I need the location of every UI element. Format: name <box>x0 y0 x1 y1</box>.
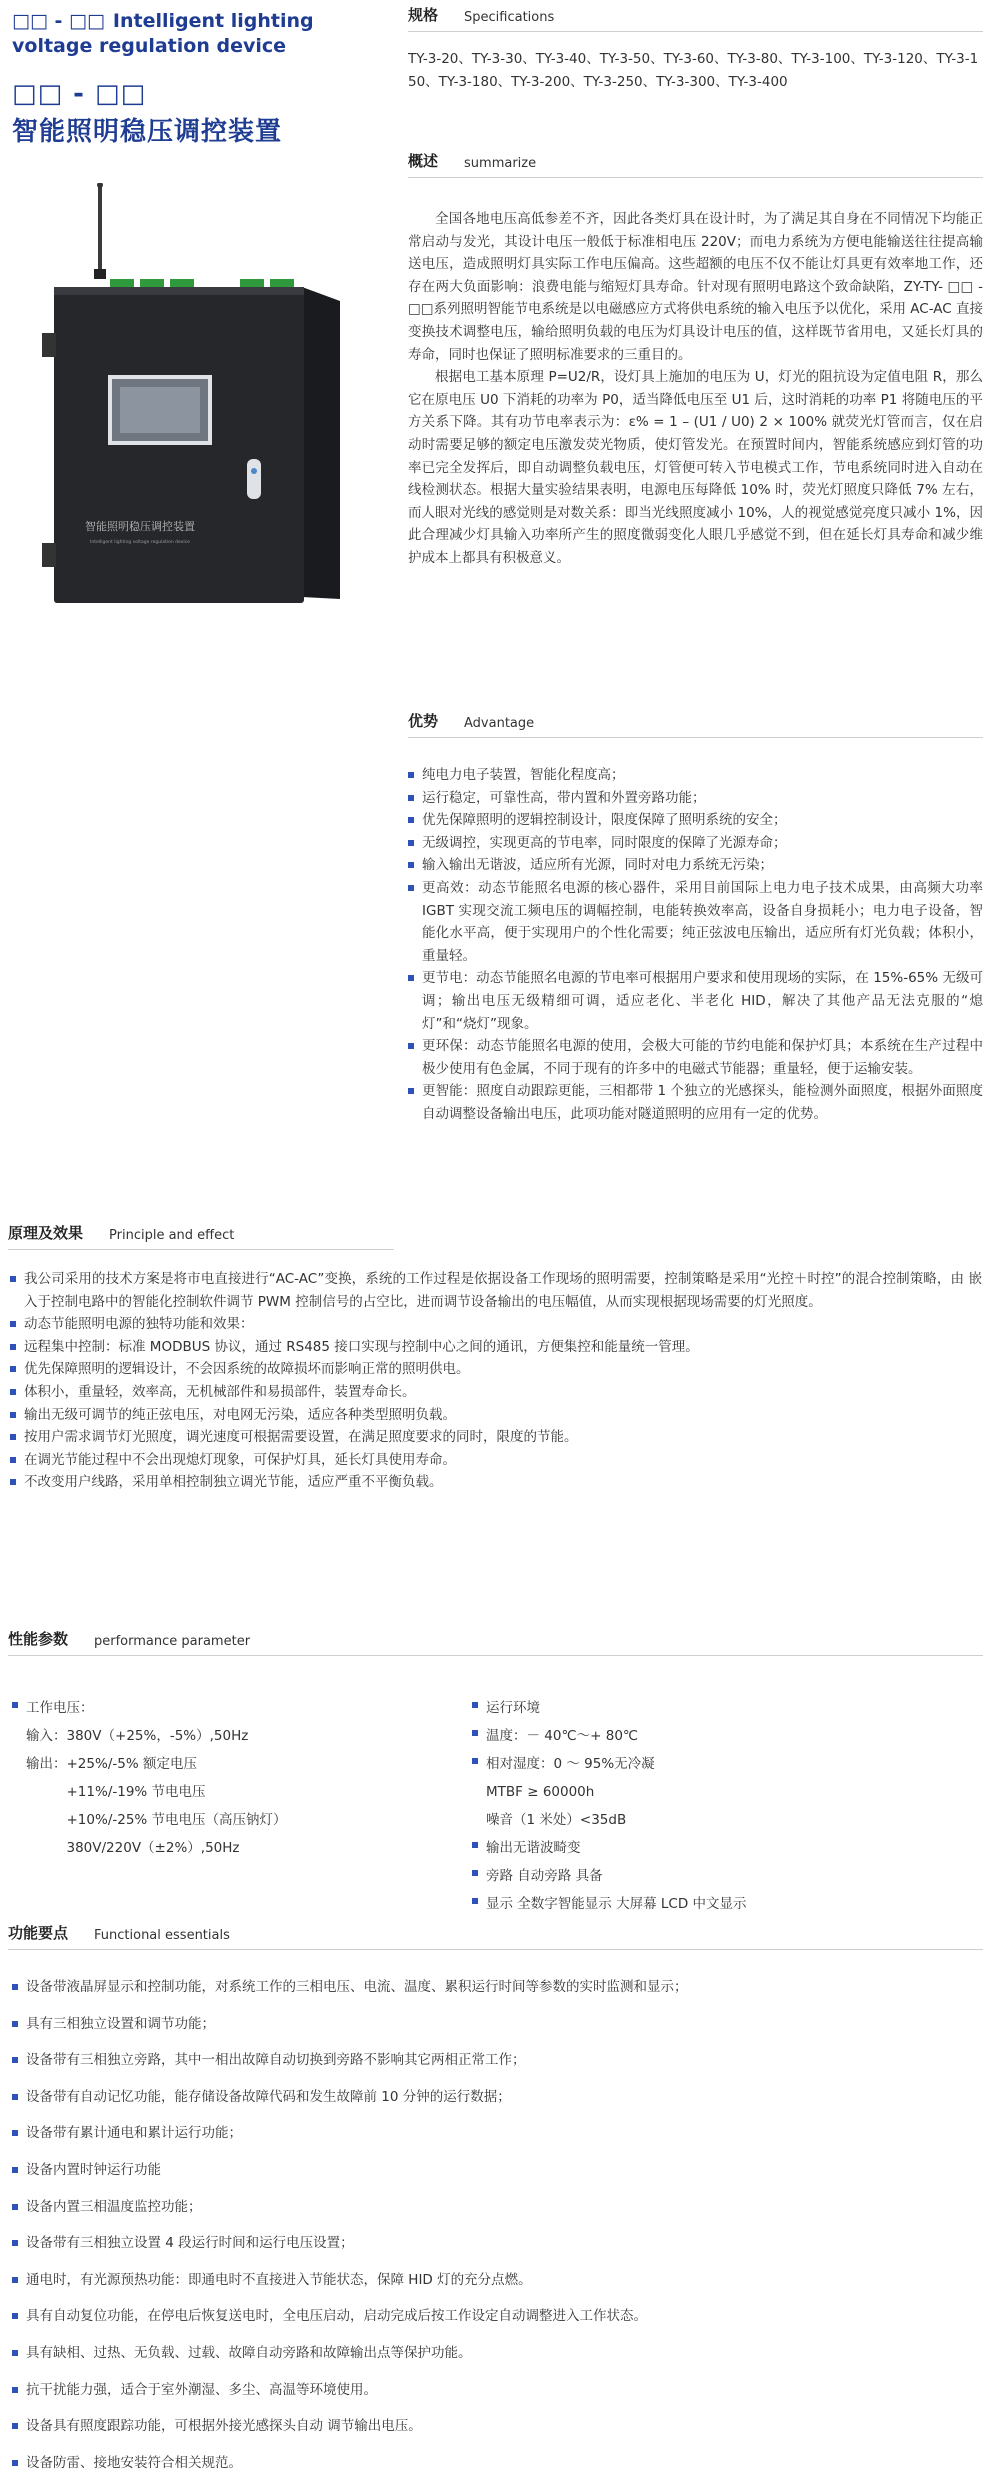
advantage-title-en: Advantage <box>464 716 535 731</box>
list-item: 纯电力电子装置，智能化程度高； <box>408 764 983 787</box>
list-item: 输入输出无谐波，适应所有光源，同时对电力系统无污染； <box>408 854 983 877</box>
performance-left <box>12 1694 452 1862</box>
list-item: 体积小，重量轻，效率高，无机械部件和易损部件，装置寿命长。 <box>10 1381 982 1404</box>
list-item: 动态节能照明电源的独特功能和效果： <box>10 1313 982 1336</box>
display: 显示 全数字智能显示 大屏幕 LCD 中文显示 <box>472 1890 982 1918</box>
lock-icon <box>247 459 261 499</box>
output-label: 输出： <box>26 1756 67 1772</box>
list-item: 具有自动复位功能，在停电后恢复送电时，全电压启动，启动完成后按工作设定自动调整进入工作状态。 <box>12 2305 982 2328</box>
list-item: 通电时，有光源预热功能：即通电时不直接进入节能状态，保障 HID 灯的充分点燃。 <box>12 2269 982 2292</box>
list-item: 更环保：动态节能照名电源的使用，会极大可能的节约电能和保护灯具；本系统在生产过程中极少使用有色金属，不同于现有的许多中的电磁式节能器；重量轻，便于运输安装。 <box>408 1035 983 1080</box>
summary-header <box>408 146 983 178</box>
device-illustration <box>40 183 380 603</box>
performance-title: 性能参数 <box>8 1630 69 1648</box>
principle-title-en: Principle and effect <box>109 1228 235 1243</box>
list-item: 更智能：照度自动跟踪更能，三相都带 1 个独立的光感探头，能检测外面照度，根据外面照度自动调整设备输出电压，此项功能对隧道照明的应用有一定的优势。 <box>408 1080 983 1125</box>
performance-right <box>472 1694 982 1918</box>
list-item: 更高效：动态节能照名电源的核心器件，采用目前国际上电力电子技术成果，由高频大功率 IGBT 实现交流工频电压的调幅控制，电能转换效率高，设备自身损耗小；电力电子设备，智能化水平高，便于实现用户的个性化需要；纯正弦波电压输出，适应所有灯光负载；体积小，重量轻。 <box>408 877 983 967</box>
list-item: 设备带有累计通电和累计运行功能； <box>12 2122 982 2145</box>
list-item: 按用户需求调节灯光照度，调光速度可根据需要设置，在满足照度要求的同时，限度的节能。 <box>10 1426 982 1449</box>
header-brand-line1 <box>12 8 314 34</box>
list-item: 设备防雷、接地安装符合相关规范。 <box>12 2452 982 2475</box>
bypass: 旁路 自动旁路 具备 <box>472 1862 982 1890</box>
list-item: 优先保障照明的逻辑控制设计，限度保障了照明系统的安全； <box>408 809 983 832</box>
page-title: 智能照明稳压调控装置 <box>12 117 283 147</box>
list-item: 无级调控，实现更高的节电率，同时限度的保障了光源寿命； <box>408 832 983 855</box>
list-item: 设备内置时钟运行功能 <box>12 2159 982 2182</box>
header-cn-small: □□ - □□ <box>12 10 105 32</box>
list-item: 输出无级可调节的纯正弦电压，对电网无污染，适应各种类型照明负载。 <box>10 1404 982 1427</box>
device-panel-subtext: Intelligent lighting voltage regulation device <box>90 540 190 545</box>
humidity: 相对湿度：0 ～ 95%无冷凝 <box>472 1750 982 1778</box>
list-item: 我公司采用的技术方案是将市电直接进行“AC-AC”变换，系统的工作过程是依据设备工作现场的照明需要，控制策略是采用“光控＋时控”的混合控制策略，由 嵌入于控制电路中的智能化控制软件调节 PWM 控制信号的占空比，进而调节设备输出的电压幅值，从而实现根据现场需要的灯光照度。 <box>10 1268 982 1313</box>
list-item: 设备带有自动记忆功能，能存储设备故障代码和发生故障前 10 分钟的运行数据； <box>12 2086 982 2109</box>
summary-paragraph-2: 根据电工基本原理 P=U2/R，设灯具上施加的电压为 U，灯光的阻抗设为定值电阻 R，那么它在原电压 U0 下消耗的功率为 P0，适当降低电压至 U1 后，这时消耗的功率 P1 将随电压的平方关系下降。其有功节电率表示为：ε% = 1 – (U1 / U0) 2 × 100% 就荧光灯管而言，仅在启动时需要足够的额定电压激发荧光物质，使灯管发光。在预置时间内，智能系统感应到灯管的功率已完全发挥后，即自动调整负载电压，灯管便可转入节电模式工作，节电系统同时进入自动在线检测状态。根据大量实验结果表明，电源电压每降低 10% 时，荧光灯照度只降低 7% 左右，而人眼对光线的感觉则是对数关系：即当光线照度减小 10%，人的视觉感觉亮度只减小 1%，因此合理减少灯具输入功率所产生的照度微弱变化人眼几乎感觉不到，但在延长灯具寿命和减少维护成本上都具有积极意义。 <box>408 369 983 566</box>
harmonic: 输出无谐波畸变 <box>472 1834 982 1862</box>
header-en-line1: Intelligent lighting <box>112 10 314 32</box>
performance-left-list <box>12 1694 452 1722</box>
specs-title-en: Specifications <box>464 10 555 25</box>
functional-title: 功能要点 <box>8 1924 69 1942</box>
principle-list <box>10 1268 982 1494</box>
performance-right-list-2 <box>472 1834 982 1918</box>
functional-list <box>12 1976 982 2488</box>
output-value: 380V/220V（±2%）,50Hz <box>66 1840 240 1856</box>
principle-title: 原理及效果 <box>8 1224 84 1242</box>
list-item: 设备带有三相独立设置 4 段运行时间和运行电压设置； <box>12 2232 982 2255</box>
env-title: 运行环境 <box>472 1694 982 1722</box>
summary-title-en: summarize <box>464 156 537 171</box>
list-item: 设备带有三相独立旁路，其中一相出故障自动切换到旁路不影响其它两相正常工作； <box>12 2049 982 2072</box>
list-item: 运行稳定，可靠性高，带内置和外置旁路功能； <box>408 787 983 810</box>
output-value: +10%/-25% 节电电压（高压钠灯） <box>66 1812 287 1828</box>
principle-header <box>8 1218 394 1250</box>
specs-text: TY-3-20、TY-3-30、TY-3-40、TY-3-50、TY-3-60、TY-3-80、TY-3-100、TY-3-120、TY-3-150、TY-3-180、TY-3-200、TY-3-250、TY-3-300、TY-3-400 <box>408 51 979 90</box>
list-item: 抗干扰能力强，适合于室外潮湿、多尘、高温等环境使用。 <box>12 2379 982 2402</box>
list-item: 优先保障照明的逻辑设计，不会因系统的故障损坏而影响正常的照明供电。 <box>10 1358 982 1381</box>
header-cn-sub: □□ - □□ <box>12 79 147 109</box>
list-item: 设备带液晶屏显示和控制功能，对系统工作的三相电压、电流、温度、累积运行时间等参数的实时监测和显示； <box>12 1976 982 1999</box>
list-item: 设备内置三相温度监控功能； <box>12 2196 982 2219</box>
performance-header <box>8 1624 983 1656</box>
performance-right-list <box>472 1694 982 1778</box>
advantage-list <box>408 764 983 1126</box>
list-item: 具有缺相、过热、无负载、过载、故障自动旁路和故障输出点等保护功能。 <box>12 2342 982 2365</box>
summary-paragraph-1: 全国各地电压高低参差不齐，因此各类灯具在设计时，为了满足其自身在不同情况下均能正常启动与发光，其设计电压一般低于标准相电压 220V；而电力系统为方便电能输送往往提高输送电压，造成照明灯具实际工作电压偏高。这些超额的电压不仅不能让灯具更有效率地工作，还存在两大负面影响：浪费电能与缩短灯具寿命。针对现有照明电路这个致命缺陷，ZY-TY- □□ - □□系列照明智能节电系统是以电磁感应方式将供电系统的输入电压予以优化，采用 AC-AC 直接变换技术调整电压，输给照明负载的电压为灯具设计电压的值，这样既节省用电，又延长灯具的寿命，同时也保证了照明标准要求的三重目的。 <box>408 211 984 363</box>
list-item: 在调光节能过程中不会出现熄灯现象，可保护灯具，延长灯具使用寿命。 <box>10 1449 982 1472</box>
output-value: +25%/-5% 额定电压 <box>66 1756 197 1772</box>
list-item: 更节电：动态节能照名电源的节电率可根据用户要求和使用现场的实际，在 15%-65% 无级可调；输出电压无级精细可调，适应老化、半老化 HID，解决了其他产品无法克服的“熄灯”和“烧灯”现象。 <box>408 967 983 1035</box>
summary-body <box>408 208 983 570</box>
specs-header <box>408 0 983 32</box>
output-voltage-block <box>12 1750 452 1862</box>
working-voltage-title: 工作电压： <box>12 1694 452 1722</box>
specs-title: 规格 <box>408 6 439 24</box>
mtbf: MTBF ≥ 60000h <box>486 1784 595 1800</box>
functional-title-en: Functional essentials <box>94 1928 230 1943</box>
antenna-icon <box>98 183 102 275</box>
temperature: 温度：－ 40℃～+ 80℃ <box>472 1722 982 1750</box>
input-voltage: 输入：380V（+25%，-5%）,50Hz <box>26 1728 249 1744</box>
noise: 噪音（1 米处）<35dB <box>486 1812 627 1828</box>
functional-header <box>8 1918 983 1950</box>
summary-title: 概述 <box>408 152 439 170</box>
output-values <box>67 1750 287 1862</box>
list-item: 设备具有照度跟踪功能，可根据外接光感探头自动 调节输出电压。 <box>12 2415 982 2438</box>
device-panel-text: 智能照明稳压调控装置 <box>85 520 195 533</box>
advantage-header <box>408 706 983 738</box>
performance-title-en: performance parameter <box>94 1634 251 1649</box>
list-item: 具有三相独立设置和调节功能； <box>12 2013 982 2036</box>
product-image <box>40 183 380 603</box>
advantage-title: 优势 <box>408 712 439 730</box>
header-en-line2: voltage regulation device <box>12 35 286 57</box>
list-item: 远程集中控制：标准 MODBUS 协议，通过 RS485 接口实现与控制中心之间的通讯，方便集控和能量统一管理。 <box>10 1336 982 1359</box>
output-value: +11%/-19% 节电电压 <box>66 1784 206 1800</box>
list-item: 不改变用户线路，采用单相控制独立调光节能，适应严重不平衡负载。 <box>10 1471 982 1494</box>
